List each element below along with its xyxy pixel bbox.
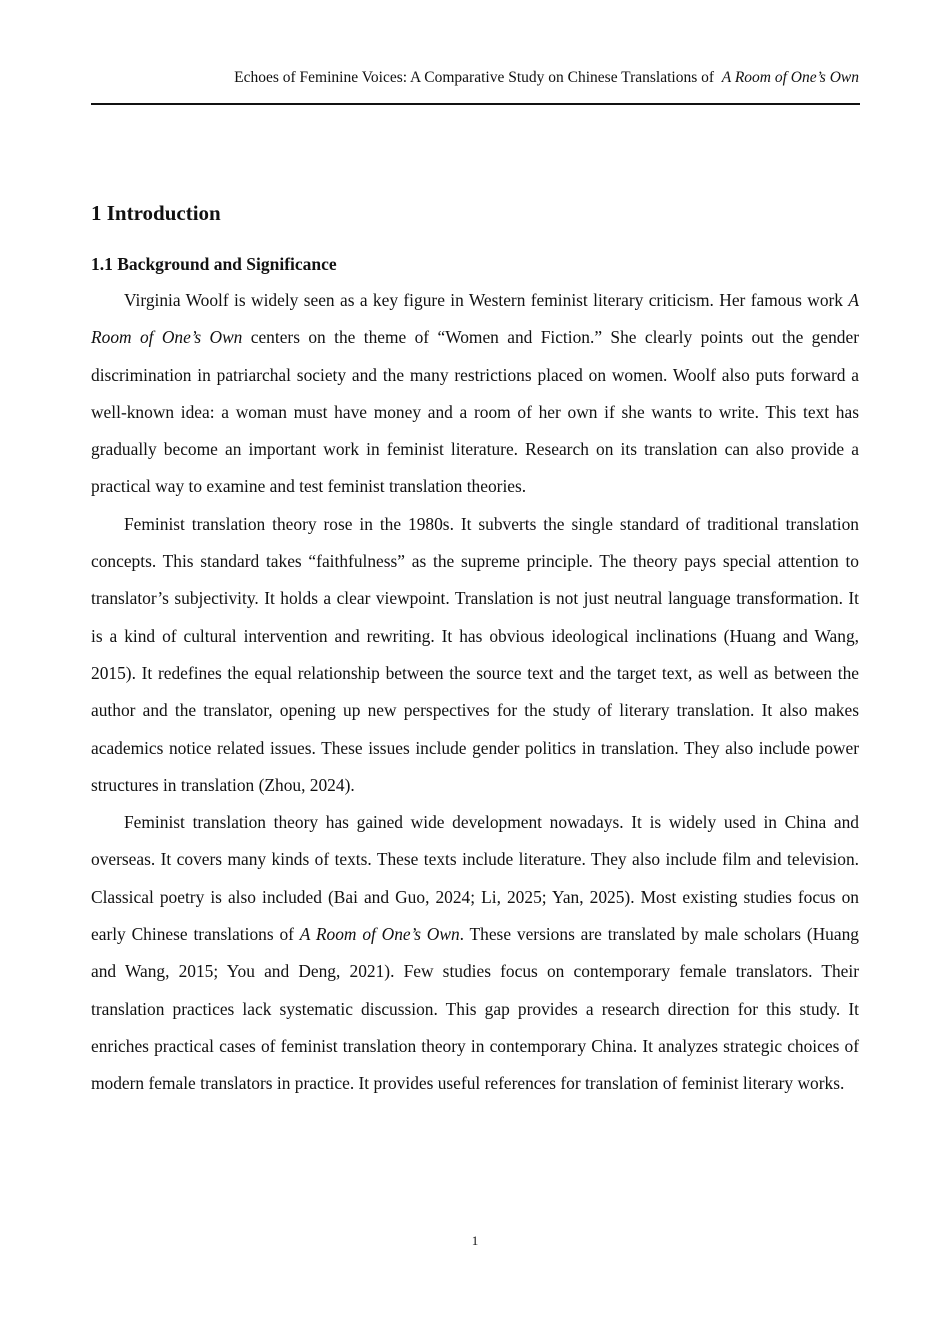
chapter-title: 1 Introduction <box>91 201 221 225</box>
body-text <box>91 282 859 1103</box>
paragraph-text: Feminist translation theory rose in the 1980s. It subverts the single standard of traditional translation concepts. This standard takes “faithfulness” as the supreme principle. The theory pays special attention to translator’s subjectivity. It holds a clear viewpoint. Translation is not just neutral language transformation. It is a kind of cultural intervention and rewriting. It has obvious ideological inclinations (Huang and Wang, 2015). It redefines the equal relationship between the source text and the target text, as well as between the author and the translator, opening up new perspectives for the study of literary translation. It also makes academics notice related issues. These issues include gender politics in translation. They also include power structures in translation (Zhou, 2024). <box>91 513 859 795</box>
paragraph <box>91 804 859 1102</box>
paragraph-book-title: A Room of One’s Own <box>299 924 460 945</box>
section-title: 1.1 Background and Significance <box>91 254 337 274</box>
paragraph-text: centers on the theme of “Women and Fiction.” She clearly points out the gender discrimination in patriarchal society and the many restrictions placed on women. Woolf also puts forward a well-known idea: a woman must have money and a room of her own if she wants to write. This text has gradually become an important work in feminist literature. Research on its translation can also provide a practical way to examine and test feminist translation theories. <box>91 327 859 497</box>
paragraph-text: . These versions are translated by male scholars (Huang and Wang, 2015; You and Deng, 2021). Few studies focus on contemporary female translators. Their translation practices lack systematic discussion. This gap provides a research direction for this study. It enriches practical cases of feminist translation theory in contemporary China. It analyzes strategic choices of modern female translators in practice. It provides useful references for translation of feminist literary works. <box>91 924 859 1094</box>
paragraph-text: Feminist translation theory has gained wide development nowadays. It is widely used in China and overseas. It covers many kinds of texts. These texts include literature. They also include film and television. Classical poetry is also included (Bai and Guo, 2024; Li, 2025; Yan, 2025). Most existing studies focus on early Chinese translations of <box>91 812 859 945</box>
paragraph-text: Virginia Woolf is widely seen as a key figure in Western feminist literary criticism. Her famous work <box>124 290 849 310</box>
paragraph <box>91 506 859 804</box>
header-divider <box>91 103 860 105</box>
running-header-text: Echoes of Feminine Voices: A Comparative Study on Chinese Translations of <box>234 69 715 86</box>
paragraph <box>91 282 859 506</box>
running-header-book-title: A Room of One’s Own <box>721 69 859 86</box>
page-number: 1 <box>471 1233 479 1248</box>
running-header <box>91 68 859 88</box>
paragraph-book-title: A Room of One’s Own <box>91 290 859 348</box>
